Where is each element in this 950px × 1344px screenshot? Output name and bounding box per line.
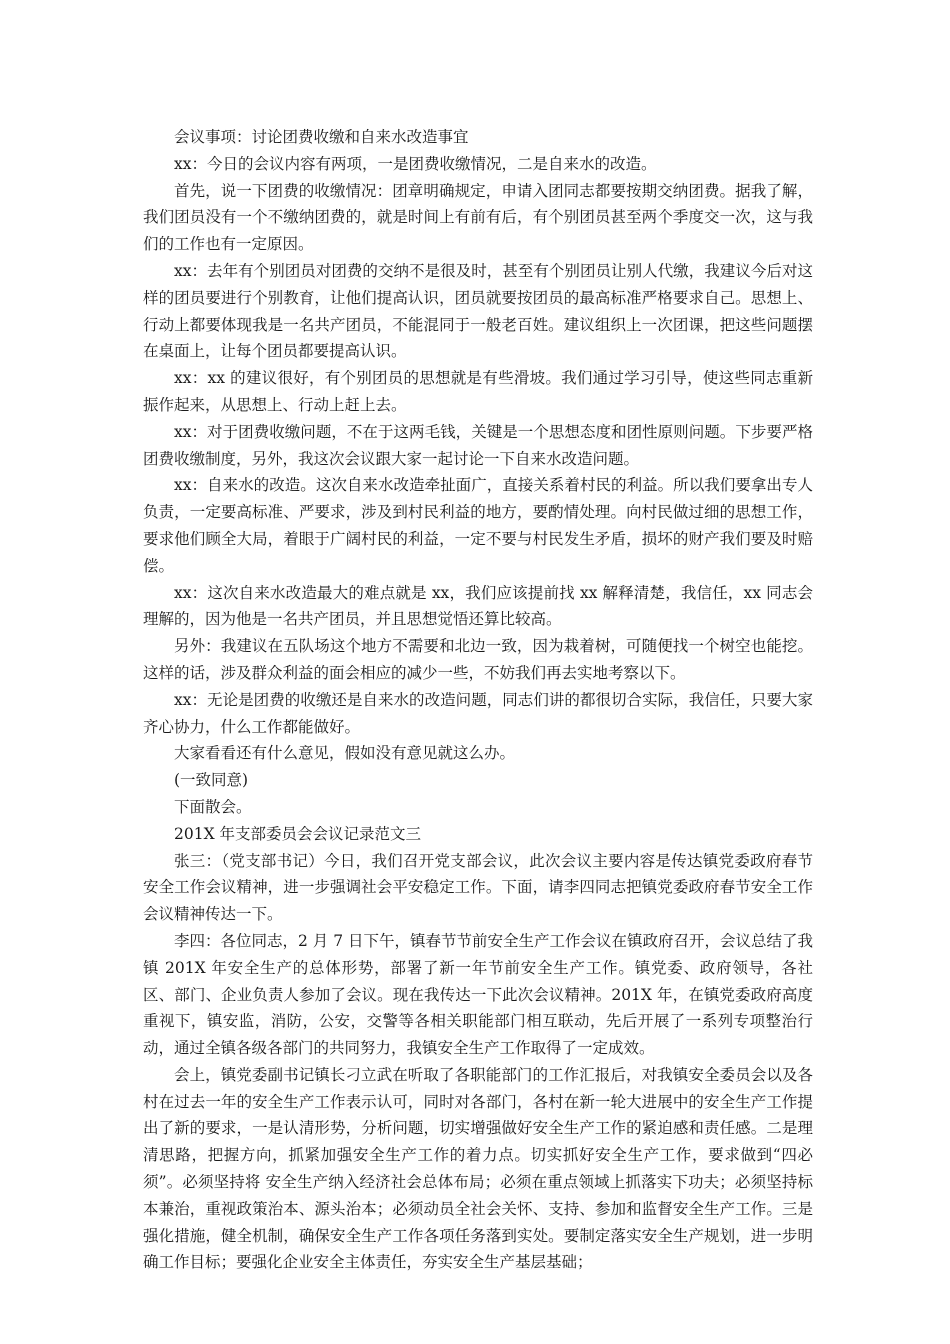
meeting-agenda-line: 会议事项：讨论团费收缴和自来水改造事宜	[174, 128, 469, 146]
paragraph: 大家看看还有什么意见，假如没有意见就这么办。	[174, 744, 516, 763]
paragraph: 下面散会。	[174, 797, 252, 816]
section-heading: 201X 年支部委员会会议记录范文三	[174, 824, 422, 843]
document-body	[143, 124, 813, 1276]
paragraph: xx：xx 的建议很好，有个别团员的思想就是有些滑坡。我们通过学习引导，使这些同志重新振作起来，从思想上、行动上赶上去。	[143, 369, 813, 414]
paragraph: xx：去年有个别团员对团费的交纳不是很及时，甚至有个别团员让别人代缴，我建议今后对这样的团员要进行个别教育，让他们提高认识，团员就要按团员的最高标准严格要求自己。思想上、行动上都要体现我是一名共产团员，不能混同于一般老百姓。建议组织上一次团课，把这些问题摆在桌面上，让每个团员都要提高认识。	[143, 261, 813, 361]
paragraph: 另外：我建议在五队场这个地方不需要和北边一致，因为栽着树，可随便找一个树空也能挖。这样的话，涉及群众利益的面会相应的减少一些，不妨我们再去实地考察以下。	[143, 637, 813, 682]
paragraph: 会上，镇党委副书记镇长刁立武在听取了各职能部门的工作汇报后，对我镇安全委员会以及各村在过去一年的安全生产工作表示认可，同时对各部门，各村在新一轮大进展中的安全生产工作提出了新的要求，一是认清形势，分析问题，切实增强做好安全生产工作的紧迫感和责任感。二是理清思路，把握方向，抓紧加强安全生产工作的着力点。切实抓好安全生产工作，要求做到“四必须”。必须坚持将 安全生产纳入经济社会总体布局；必须在重点领域上抓落实下功夫；必须坚持标本兼治，重视政策治本、源头治本；必须动员全社会关怀、支持、参加和监督安全生产工作。三是强化措施，健全机制，确保安全生产工作各项任务落到实处。要制定落实安全生产规划，进一步明确工作目标；要强化企业安全主体责任，夯实安全生产基层基础；	[143, 1065, 813, 1272]
paragraph: xx：自来水的改造。这次自来水改造牵扯面广，直接关系着村民的利益。所以我们要拿出专人负责，一定要高标准、严要求，涉及到村民利益的地方，要酌情处理。向村民做过细的思想工作，要求他们顾全大局，着眼于广阔村民的利益，一定不要与村民发生矛盾，损坏的财产我们要及时赔偿。	[143, 476, 813, 575]
paragraph: 张三：（党支部书记）今日，我们召开党支部会议，此次会议主要内容是传达镇党委政府春节安全工作会议精神，进一步强调社会平安稳定工作。下面，请李四同志把镇党委政府春节安全工作会议精神传达一下。	[143, 851, 813, 924]
paragraph: xx：这次自来水改造最大的难点就是 xx，我们应该提前找 xx 解释清楚，我信任，xx 同志会理解的，因为他是一名共产团员，并且思想觉悟还算比较高。	[143, 583, 813, 629]
paragraph: xx：无论是团费的收缴还是自来水的改造问题，同志们讲的都很切合实际，我信任，只要大家齐心协力，什么工作都能做好。	[143, 690, 813, 736]
paragraph: xx：对于团费收缴问题，不在于这两毛钱，关键是一个思想态度和团性原则问题。下步要严格团费收缴制度，另外，我这次会议跟大家一起讨论一下自来水改造问题。	[143, 422, 813, 468]
paragraph: (一致同意)	[174, 771, 249, 790]
paragraph: xx：今日的会议内容有两项，一是团费收缴情况，二是自来水的改造。	[174, 154, 657, 173]
paragraph: 李四：各位同志，2 月 7 日下午，镇春节节前安全生产工作会议在镇政府召开，会议总结了我镇 201X 年安全生产的总体形势，部署了新一年节前安全生产工作。镇党委、政府领导，各社区、部门、企业负责人参加了会议。现在我传达一下此次会议精神。201X 年，在镇党委政府高度重视下，镇安监，消防，公安，交警等各相关职能部门相互联动，先后开展了一系列专项整治行动，通过全镇各级各部门的共同努力，我镇安全生产工作取得了一定成效。	[143, 931, 814, 1058]
paragraph: 首先，说一下团费的收缴情况：团章明确规定，申请入团同志都要按期交纳团费。据我了解，我们团员没有一个不缴纳团费的，就是时间上有前有后，有个别团员甚至两个季度交一次，这与我们的工作也有一定原因。	[143, 181, 813, 254]
